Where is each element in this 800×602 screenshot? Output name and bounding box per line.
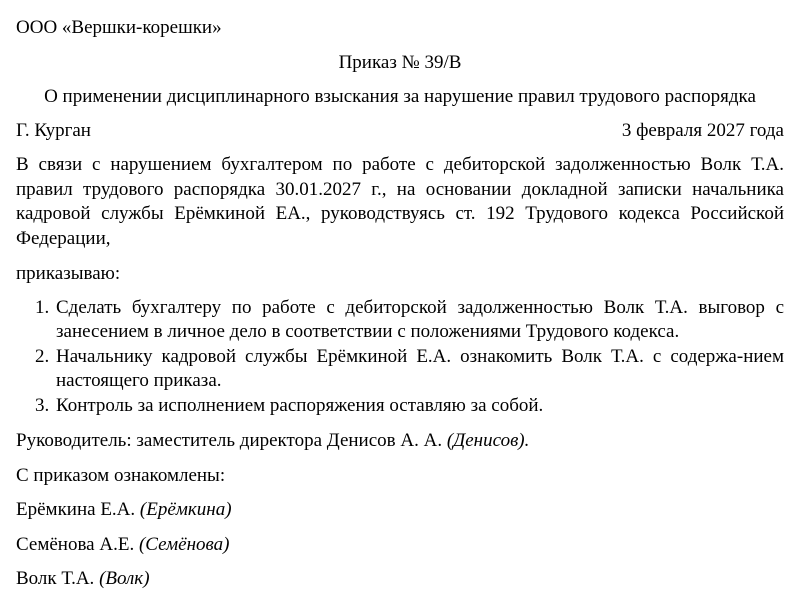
- head-signature: (Денисов).: [446, 430, 530, 451]
- signer-line: [16, 533, 229, 557]
- order-item: [16, 296, 784, 344]
- order-title: Приказ № 39/В: [338, 52, 462, 73]
- order-items-list: [16, 296, 784, 419]
- preamble-paragraph: В связи с нарушением бухгалтером по работе с дебиторской задолженностью Волк Т.А. правил трудового распорядка 30.01.2027 г., на основании докладной записки начальника кадровой службы Ерёмкиной ЕА., руководствуясь ст. 192 Трудового кодекса Российской Федерации,: [16, 154, 784, 249]
- place-date-row: [16, 119, 784, 143]
- signer-signature: (Ерёмкина): [139, 499, 232, 520]
- signer-signature: (Волк): [99, 568, 150, 589]
- order-date: 3 февраля 2027 года: [621, 120, 784, 141]
- organization-name: ООО «Вершки-корешки»: [16, 17, 222, 38]
- item-number: 3.: [35, 395, 50, 416]
- order-subject: О применении дисциплинарного взыскания за нарушение правил трудового распорядка: [44, 86, 756, 107]
- order-item: [16, 394, 784, 418]
- order-word: приказываю:: [16, 263, 121, 284]
- item-text: Начальнику кадровой службы Ерёмкиной Е.А. ознакомить Волк Т.А. с содержа-нием настоящего приказа.: [56, 346, 784, 391]
- signer-signature: (Семёнова): [138, 534, 230, 555]
- signer-name: Семёнова А.Е.: [16, 534, 135, 555]
- order-item: [16, 345, 784, 393]
- signer-line: [16, 498, 232, 522]
- head-signature-line: [16, 429, 529, 453]
- acquainted-label: С приказом ознакомлены:: [16, 465, 226, 486]
- item-text: Сделать бухгалтеру по работе с дебиторской задолженностью Волк Т.А. выговор с занесением в личное дело в соответствии с положениями Трудового кодекса.: [56, 297, 784, 342]
- head-text: Руководитель: заместитель директора Денисов А. А.: [16, 430, 443, 451]
- item-number: 1.: [35, 297, 50, 318]
- signer-line: [16, 567, 150, 591]
- item-text: Контроль за исполнением распоряжения оставляю за собой.: [56, 395, 544, 416]
- signer-name: Волк Т.А.: [16, 568, 95, 589]
- signer-name: Ерёмкина Е.А.: [16, 499, 136, 520]
- city: Г. Курган: [16, 120, 91, 141]
- item-number: 2.: [35, 346, 50, 367]
